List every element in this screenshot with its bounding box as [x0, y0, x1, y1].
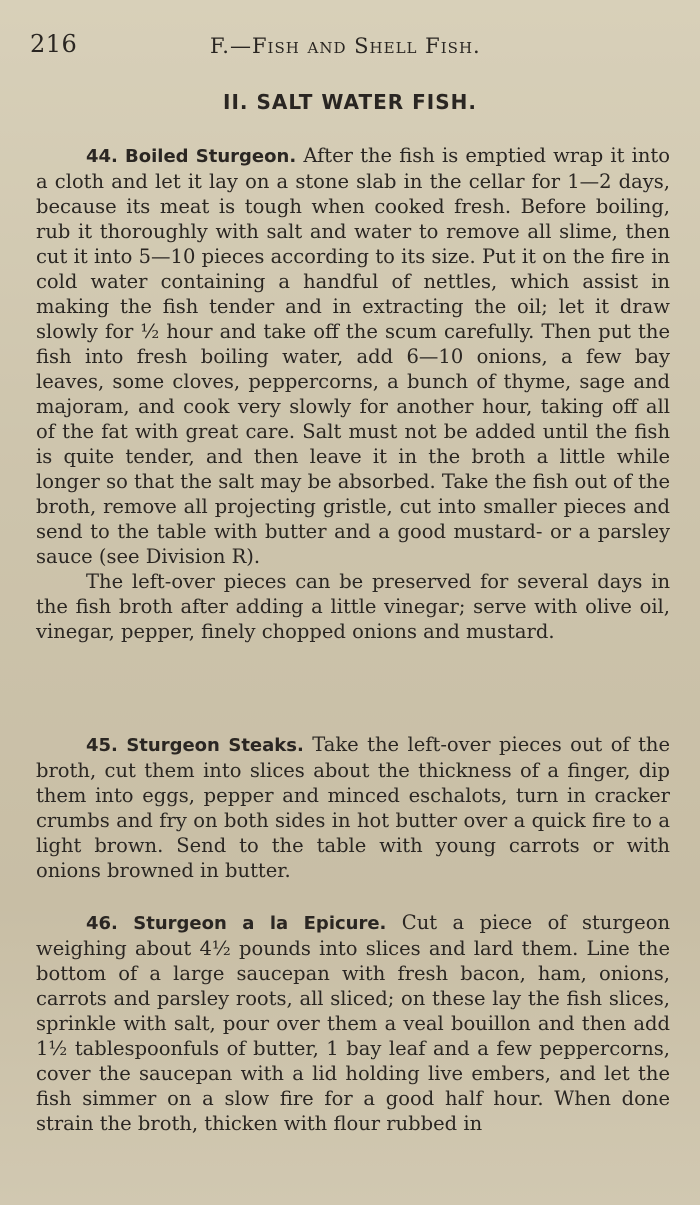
recipe-title: Boiled Sturgeon.: [125, 146, 297, 167]
page-number: 216: [30, 30, 78, 58]
section-title: II. SALT WATER FISH.: [223, 90, 477, 114]
recipe-text: The left-over pieces can be preserved for several days in the fish broth after adding a little vinegar; serve with olive oil, vinegar, pepper, finely chopped onions and mustard.: [36, 570, 670, 643]
recipe-paragraph: [36, 143, 670, 569]
recipe-paragraph: [36, 569, 670, 644]
recipe-number: 46.: [86, 913, 118, 934]
recipe-paragraph: [36, 910, 670, 1136]
recipe-text: After the fish is emptied wrap it into a cloth and let it lay on a stone slab in the cellar for 1—2 days, because its meat is tough when cooked fresh. Before boiling, rub it thoroughly with salt and water to remove all slime, then cut it into 5—10 pieces according to its size. Put it on the fire in cold water containing a handful of nettles, which assist in making the fish tender and in extracting the oil; let it draw slowly for ½ hour and take off the scum carefully. Then put the fish into fresh boiling water, add 6—10 onions, a few bay leaves, some cloves, peppercorns, a bunch of thyme, sage and majoram, and cook very slowly for another hour, taking off all of the fat with great care. Salt must not be added until the fish is quite tender, and then leave it in the broth a little while longer so that the salt may be absorbed. Take the fish out of the broth, remove all projecting gristle, cut into smaller pieces and send to the table with butter and a good mustard- or a parsley sauce (see Division R).: [36, 144, 670, 568]
running-head: F.—Fish and Shell Fish.: [210, 34, 481, 58]
recipe-boiled-sturgeon: [36, 143, 670, 644]
recipe-number: 45.: [86, 735, 118, 756]
recipe-sturgeon-steaks: [36, 732, 670, 883]
recipe-title: Sturgeon Steaks.: [126, 735, 304, 756]
recipe-paragraph: [36, 732, 670, 883]
recipe-sturgeon-epicure: [36, 910, 670, 1136]
recipe-text: Take the left-over pieces out of the broth, cut them into slices about the thickness of a finger, dip them into eggs, pepper and minced eschalots, turn in cracker crumbs and fry on both sides in hot butter over a quick fire to a light brown. Send to the table with young carrots or with onions browned in butter.: [36, 733, 671, 882]
recipe-title: Sturgeon a la Epicure.: [133, 913, 387, 934]
recipe-number: 44.: [86, 146, 118, 167]
recipe-text: Cut a piece of sturgeon weighing about 4½ pounds into slices and lard them. Line the bottom of a large saucepan with fresh bacon, ham, onions, carrots and parsley roots, all sliced; on these lay the fish slices, sprinkle with salt, pour over them a veal bouillon and then add 1½ tablespoonfuls of butter, 1 bay leaf and a few peppercorns, cover the saucepan with a lid holding live embers, and let the fish simmer on a slow fire for a good half hour. When done strain the broth, thicken with flour rubbed in: [36, 911, 670, 1135]
